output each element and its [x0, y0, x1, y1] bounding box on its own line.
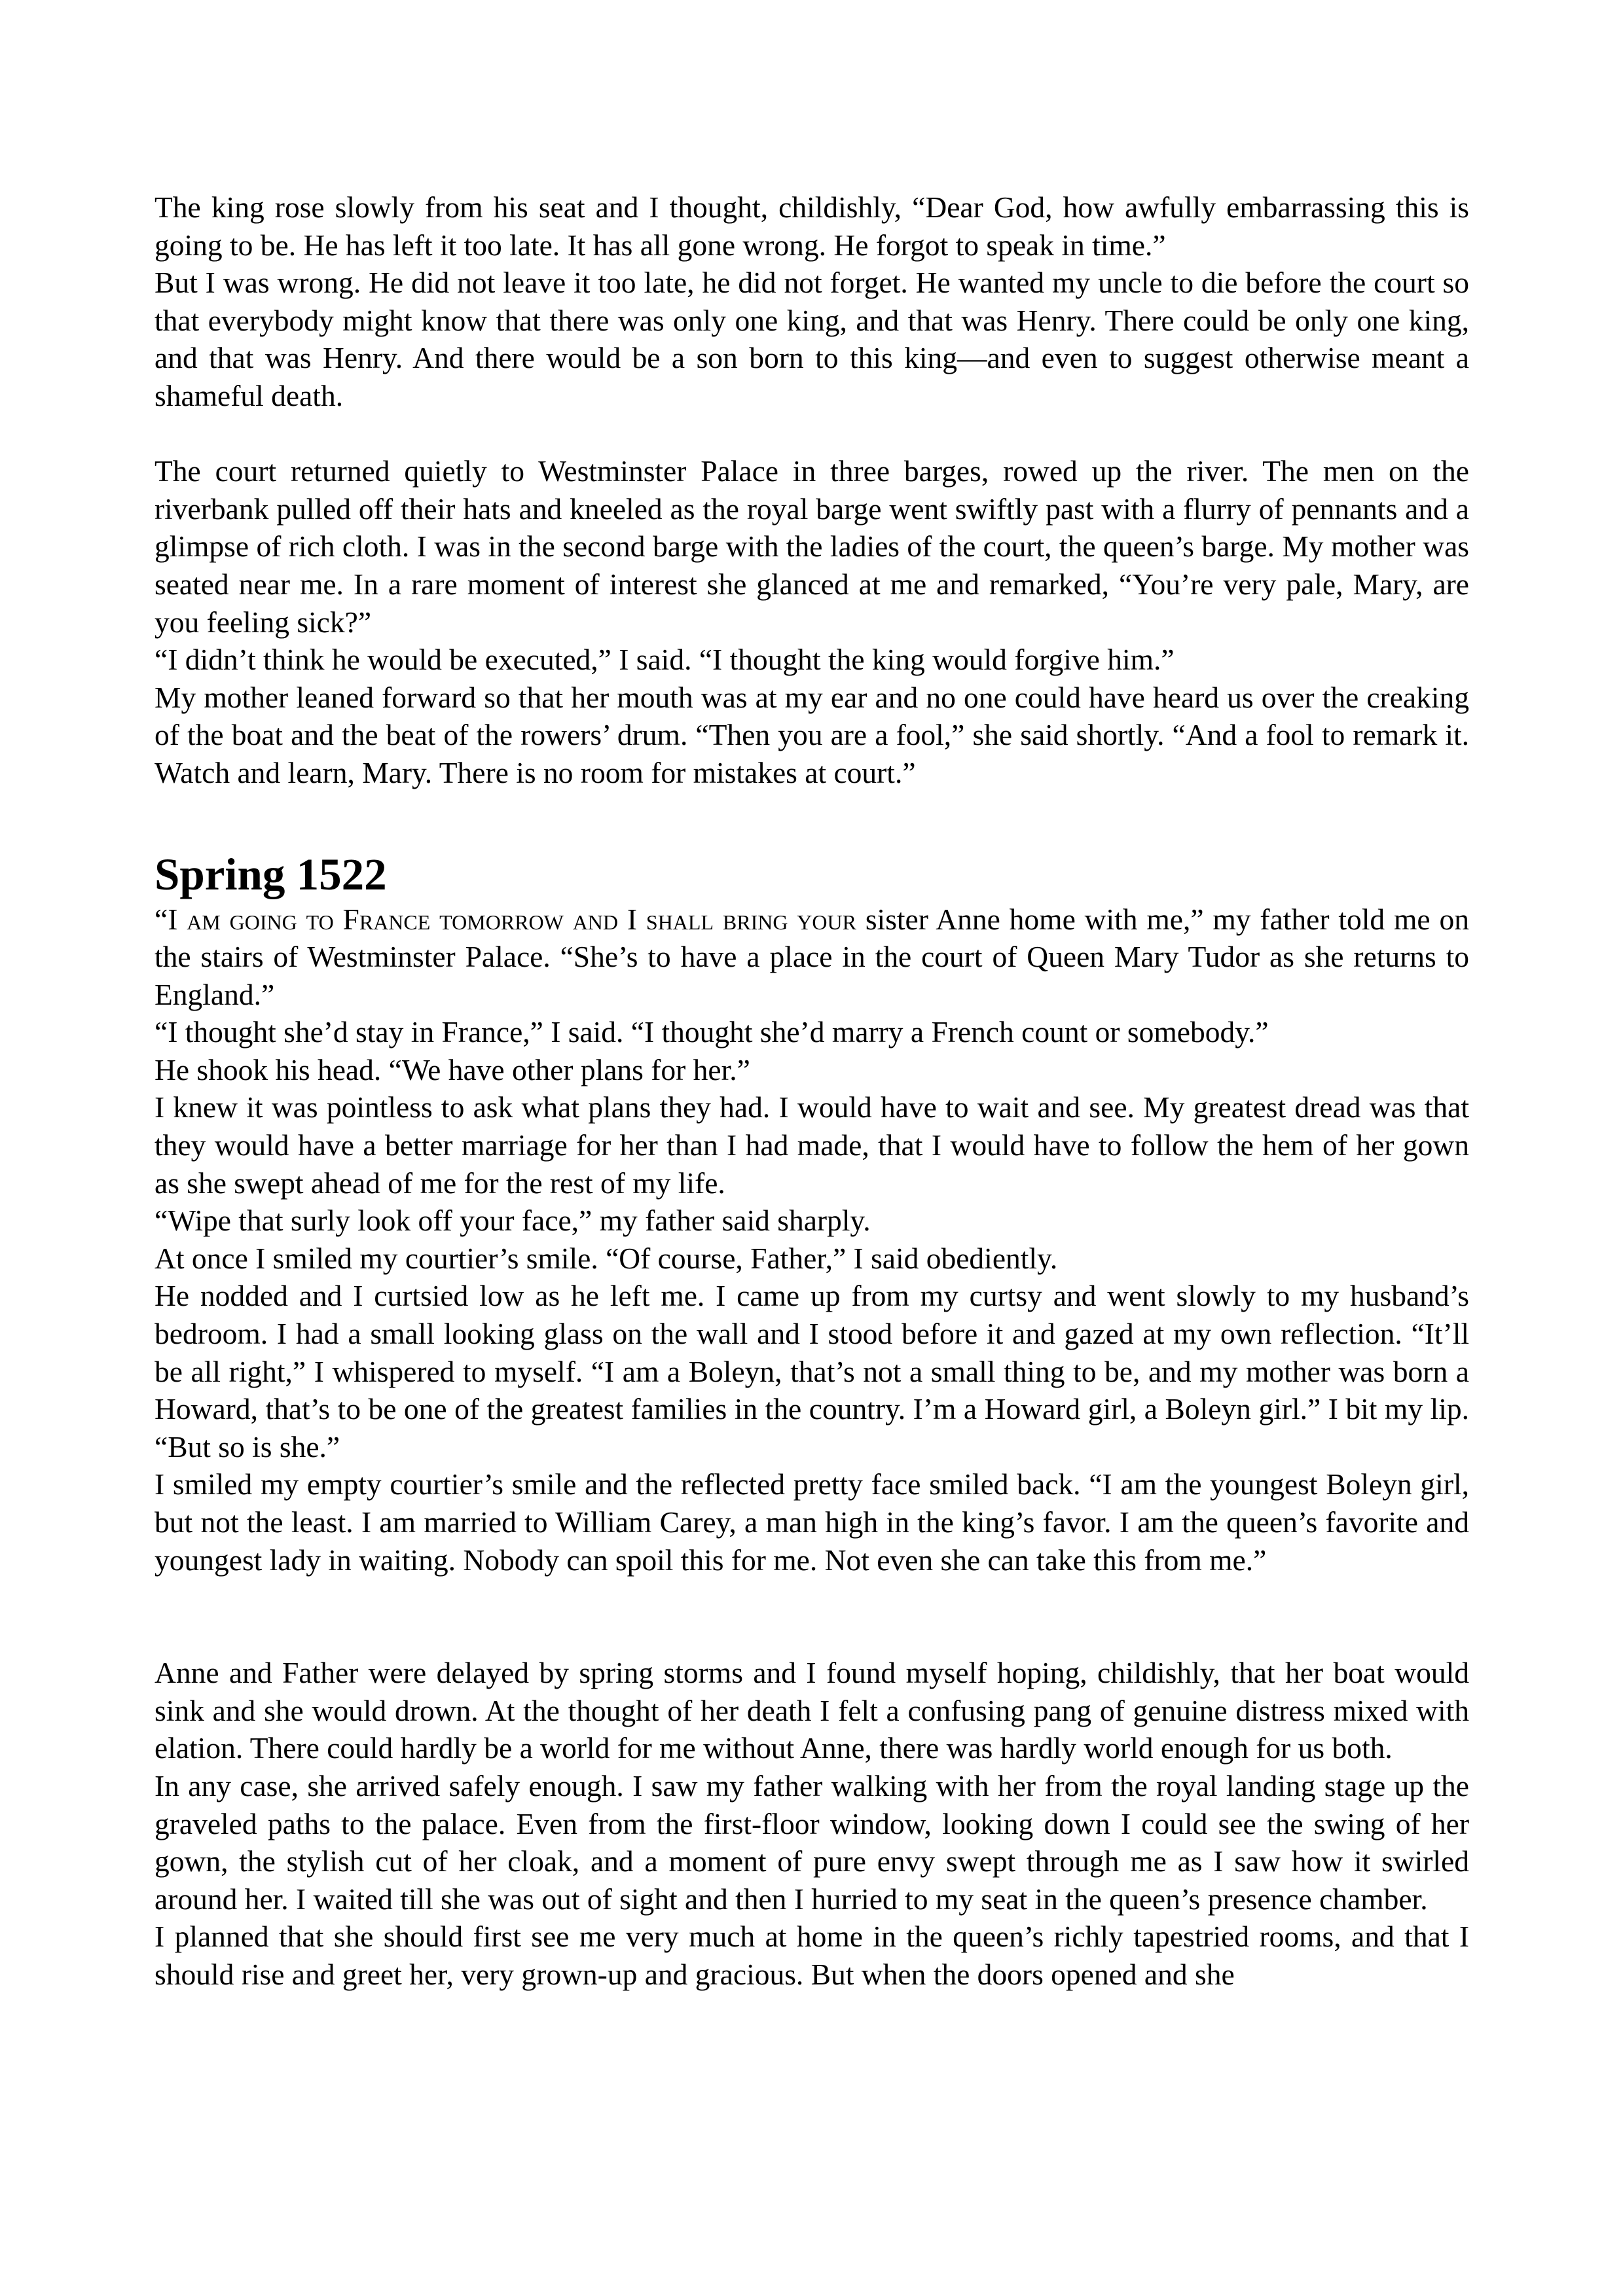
paragraph: “I didn’t think he would be executed,” I said. “I thought the king would forgive him.”: [155, 643, 1175, 677]
paragraph: In any case, she arrived safely enough. I saw my father walking with her from the royal landing stage up the graveled paths to the palace. Even from the first-floor window, looking down I could see the swing of her gown, the stylish cut of her cloak, and a moment of pure envy swept through me as I saw how it swirled around her. I waited till she was out of sight and then I hurried to my seat in the queen’s presence chamber.: [155, 1768, 1469, 1916]
chapter-heading: Spring 1522: [155, 849, 387, 899]
section-barges: [155, 452, 1469, 791]
paragraph: He nodded and I curtsied low as he left me. I came up from my curtsy and went slowly to my husband’s bedroom. I had a small looking glass on the wall and I stood before it and gazed at my own reflection. “It’ll be all right,” I whispered to myself. “I am a Boleyn, that’s not a small thing to be, and my mother was born a Howard, that’s to be one of the greatest families in the country. I’m a Howard girl, a Boleyn girl.” I bit my lip. “But so is she.”: [155, 1279, 1469, 1463]
section-spacer: [155, 792, 1469, 848]
paragraph: Anne and Father were delayed by spring storms and I found myself hoping, childishly, that her boat would sink and she would drown. At the thought of her death I felt a confusing pang of genuine distress mixed with elation. There could hardly be a world for me without Anne, there was hardly world enough for us both.: [155, 1656, 1469, 1765]
opening-smallcaps: “I am going to France tomorrow and I shall bring your: [155, 902, 856, 936]
opening-rest: sister Anne home with me,” my father told me on the stairs of Westminster Palace. “She’s to have a place in the court of Queen Mary Tudor as she returns to England.”: [155, 902, 1469, 1011]
paragraph-spacer: [155, 415, 1469, 453]
paragraph: “Wipe that surly look off your face,” my father said sharply.: [155, 1204, 871, 1238]
document-page: [155, 188, 1469, 1994]
paragraph: I knew it was pointless to ask what plans they had. I would have to wait and see. My greatest dread was that they would have a better marriage for her than I had made, that I would have to follow the hem of her gown as she swept ahead of me for the rest of my life.: [155, 1090, 1469, 1200]
paragraph: I planned that she should first see me very much at home in the queen’s richly tapestried rooms, and that I should rise and greet her, very grown-up and gracious. But when the doors opened and she: [155, 1920, 1469, 1991]
section-spacer: [155, 1579, 1469, 1654]
section-anne-arrives: [155, 1654, 1469, 1993]
paragraph: “I thought she’d stay in France,” I said. “I thought she’d marry a French count or somebody.”: [155, 1015, 1269, 1049]
paragraph: But I was wrong. He did not leave it too late, he did not forget. He wanted my uncle to die before the court so that everybody might know that there was only one king, and that was Henry. There could be only one king, and that was Henry. And there would be a son born to this king—and even to suggest otherwise meant a shameful death.: [155, 266, 1469, 412]
paragraph: At once I smiled my courtier’s smile. “Of course, Father,” I said obediently.: [155, 1241, 1058, 1275]
paragraph: The court returned quietly to Westminster Palace in three barges, rowed up the river. The men on the riverbank pulled off their hats and kneeled as the royal barge went swiftly past with a flurry of pennants and a glimpse of rich cloth. I was in the second barge with the ladies of the court, the queen’s barge. My mother was seated near me. In a rare moment of interest she glanced at me and remarked, “You’re very pale, Mary, are you feeling sick?”: [155, 454, 1469, 639]
paragraph: He shook his head. “We have other plans for her.”: [155, 1052, 750, 1086]
section-execution: [155, 188, 1469, 415]
chapter-spring-1522: [155, 848, 1469, 1579]
paragraph: I smiled my empty courtier’s smile and the reflected pretty face smiled back. “I am the youngest Boleyn girl, but not the least. I am married to William Carey, a man high in the king’s favor. I am the queen’s favorite and youngest lady in waiting. Nobody can spoil this for me. Not even she can take this from me.”: [155, 1467, 1469, 1577]
paragraph: The king rose slowly from his seat and I thought, childishly, “Dear God, how awfully embarrassing this is going to be. He has left it too late. It has all gone wrong. He forgot to speak in time.”: [155, 190, 1469, 262]
chapter-opening-paragraph: [155, 901, 1469, 1014]
paragraph: My mother leaned forward so that her mouth was at my ear and no one could have heard us over the creaking of the boat and the beat of the rowers’ drum. “Then you are a fool,” she said shortly. “And a fool to remark it. Watch and learn, Mary. There is no room for mistakes at court.”: [155, 680, 1469, 789]
